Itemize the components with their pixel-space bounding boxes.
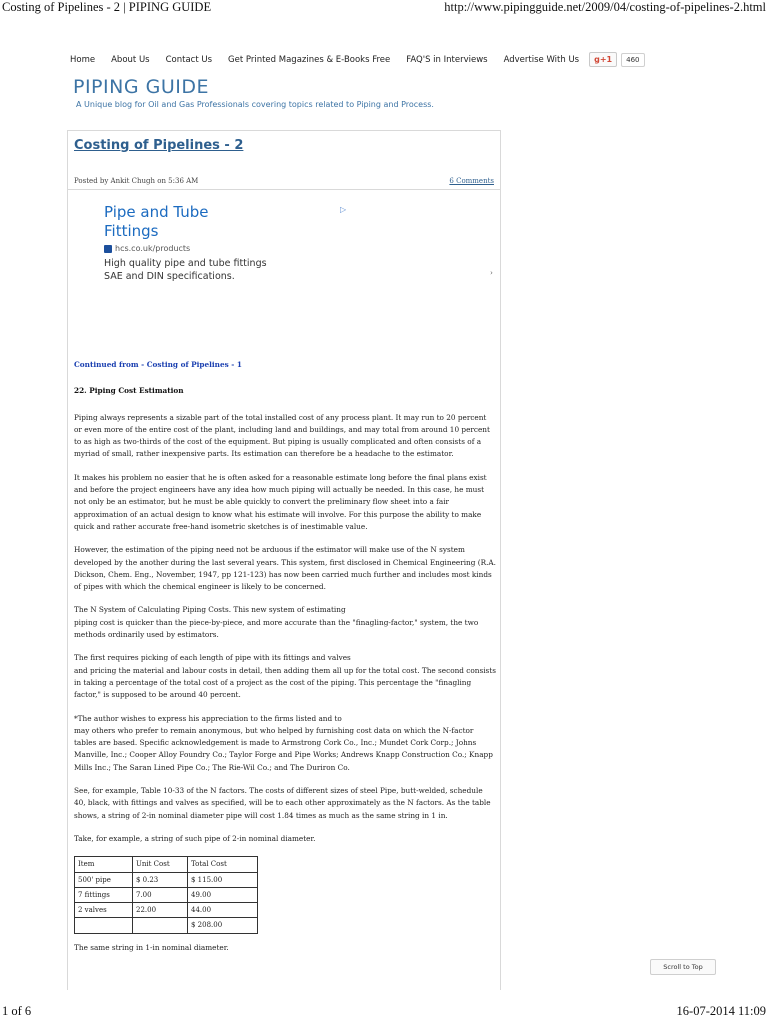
ad-body: [104, 258, 484, 283]
paragraph-5: [74, 652, 496, 701]
paragraph-6-line-1: *The author wishes to express his appreciation to the firms listed and to: [74, 713, 342, 723]
ad-favicon-icon: [104, 245, 112, 253]
advertisement[interactable]: [104, 203, 484, 313]
blog-tagline: A Unique blog for Oil and Gas Professionals covering topics related to Piping and Process.: [76, 100, 434, 109]
ad-title-line-1[interactable]: Pipe and Tube: [104, 203, 209, 221]
paragraph-5-rest: and pricing the material and labour costs in detail, then adding them all up for the total cost. The second consists in taking a percentage of the total cost of a project as the cost of the piping. This percentage the "finagling factor," is supposed to be around 40 percent.: [74, 665, 496, 700]
table-cell: 7 fittings: [75, 887, 133, 902]
post-container: [67, 130, 501, 990]
section-heading: 22. Piping Cost Estimation: [74, 386, 184, 396]
table-header-cell: Item: [75, 857, 133, 872]
nav-home[interactable]: Home: [70, 54, 96, 65]
paragraph-9: The same string in 1-in nominal diameter.: [74, 942, 229, 952]
table-cell: $ 0.23: [133, 872, 188, 887]
paragraph-3: However, the estimation of the piping need not be arduous if the estimator will make use of the N system developed by the another during the last several years. This system, first disclosed in Chemical Engineering (R.A. Dickson, Chem. Eng., November, 1947, pp 121-123) has now been carried much further and includes most kinds of pipes with which the chemical engineer is likely to be concerned.: [74, 545, 496, 592]
continued-link[interactable]: Continued from - Costing of Pipelines - 1: [74, 360, 242, 369]
print-header: [0, 0, 768, 18]
ad-body-line-2: SAE and DIN specifications.: [104, 270, 235, 282]
table-cell: [75, 918, 133, 933]
ad-title-line-2[interactable]: Fittings: [104, 222, 159, 240]
print-page-number: 1 of 6: [2, 1004, 32, 1018]
nav-free-magazines[interactable]: Get Printed Magazines & E-Books Free: [228, 54, 391, 65]
gplus-count: 460: [621, 53, 644, 67]
nav-about-us[interactable]: About Us: [111, 54, 150, 65]
post-author-date: Posted by Ankit Chugh on 5:36 AM: [74, 177, 199, 185]
top-navigation: [70, 52, 645, 67]
paragraph-4: [74, 604, 496, 641]
cost-table: [74, 856, 258, 933]
paragraph-2: It makes his problem no easier that he is often asked for a reasonable estimate long before the final plans exist and before the project engineers have any idea how much piping will actually be needed. In this case, he must not only be an estimator, but he must be able quickly to convert the preliminary flow sheet into a fair approximation of an actual design to know what his estimate will involve. For this purpose the ability to make quick and rather accurate free-hand isometric sketches is of inestimable value.: [74, 472, 487, 531]
table-cell: 500' pipe: [75, 872, 133, 887]
ad-body-line-1: High quality pipe and tube fittings: [104, 258, 267, 269]
print-page-title: Costing of Pipelines - 2 | PIPING GUIDE: [2, 0, 212, 14]
gplus-button[interactable]: g+1: [589, 52, 617, 67]
table-cell: 49.00: [188, 887, 258, 902]
table-header-cell: Total Cost: [188, 857, 258, 872]
paragraph-5-line-1: The first requires picking of each length of pipe with its fittings and valves: [74, 653, 351, 663]
table-row: [75, 887, 258, 902]
comments-link[interactable]: 6 Comments: [449, 177, 494, 185]
paragraph-8: Take, for example, a string of such pipe of 2-in nominal diameter.: [74, 833, 316, 843]
table-cell: [133, 918, 188, 933]
table-cell: $ 115.00: [188, 872, 258, 887]
print-date: 16-07-2014 11:09: [676, 1004, 766, 1018]
ad-next-arrow-icon[interactable]: ›: [490, 269, 493, 277]
ad-url-row: [104, 244, 484, 253]
table-row: [75, 872, 258, 887]
nav-advertise[interactable]: Advertise With Us: [503, 54, 580, 65]
paragraph-6: [74, 713, 496, 774]
table-total-row: [75, 918, 258, 933]
table-cell: 7.00: [133, 887, 188, 902]
ad-url[interactable]: hcs.co.uk/products: [115, 244, 191, 253]
meta-divider: [68, 189, 500, 190]
scroll-to-top-button[interactable]: Scroll to Top: [650, 959, 716, 975]
post-body: [74, 359, 496, 965]
table-cell: $ 208.00: [188, 918, 258, 933]
post-title[interactable]: Costing of Pipelines - 2: [74, 138, 244, 153]
blog-title[interactable]: PIPING GUIDE: [73, 76, 209, 98]
paragraph-4-rest: piping cost is quicker than the piece-by-piece, and more accurate than the "finagling-factor," system, the two methods ordinarily used by estimators.: [74, 617, 479, 640]
print-footer: [0, 1002, 768, 1024]
gplus-widget: [589, 52, 644, 67]
paragraph-1: Piping always represents a sizable part of the total installed cost of any process plant. It may run to 20 percent or even more of the entire cost of the plant, including land and buildings, and may total from around 10 percent to as high as two-thirds of the cost of the equipment. But piping is usually complicated and often consists of a myriad of small, rather inexpensive parts. Its estimation can therefore be a headache to the estimator.: [74, 412, 490, 459]
paragraph-4-line-1: The N System of Calculating Piping Costs. This new system of estimating: [74, 605, 346, 615]
table-header-cell: Unit Cost: [133, 857, 188, 872]
ad-choices-icon[interactable]: ▷: [340, 205, 347, 214]
table-row: [75, 903, 258, 918]
table-header-row: [75, 857, 258, 872]
nav-faqs[interactable]: FAQ'S in Interviews: [406, 54, 488, 65]
table-cell: 44.00: [188, 903, 258, 918]
table-cell: 2 valves: [75, 903, 133, 918]
nav-contact-us[interactable]: Contact Us: [165, 54, 213, 65]
paragraph-7: See, for example, Table 10-33 of the N factors. The costs of different sizes of steel Pipe, butt-welded, schedule 40, black, with fittings and valves as specified, will be to each other approximately as the N factors. As the table shows, a string of 2-in nominal diameter pipe will cost 1.84 times as much as the same string in 1 in.: [74, 786, 491, 820]
post-meta: [74, 177, 494, 185]
table-cell: 22.00: [133, 903, 188, 918]
print-page-url: http://www.pipingguide.net/2009/04/costing-of-pipelines-2.html: [444, 0, 766, 14]
paragraph-6-rest: may others who prefer to remain anonymous, but who helped by furnishing cost data on which the N-factor tables are based. Specific acknowledgement is made to Armstrong Cork Co., Inc.; Mundet Cork Corp.; Johns Manville, Inc.; Cooper Alloy Foundry Co.; Taylor Forge and Pipe Works; Andrews Knapp Construction Co.; Knapp Mills Inc.; The Saran Lined Pipe Co.; The Rie-Wil Co.; and The Duriron Co.: [74, 725, 493, 772]
